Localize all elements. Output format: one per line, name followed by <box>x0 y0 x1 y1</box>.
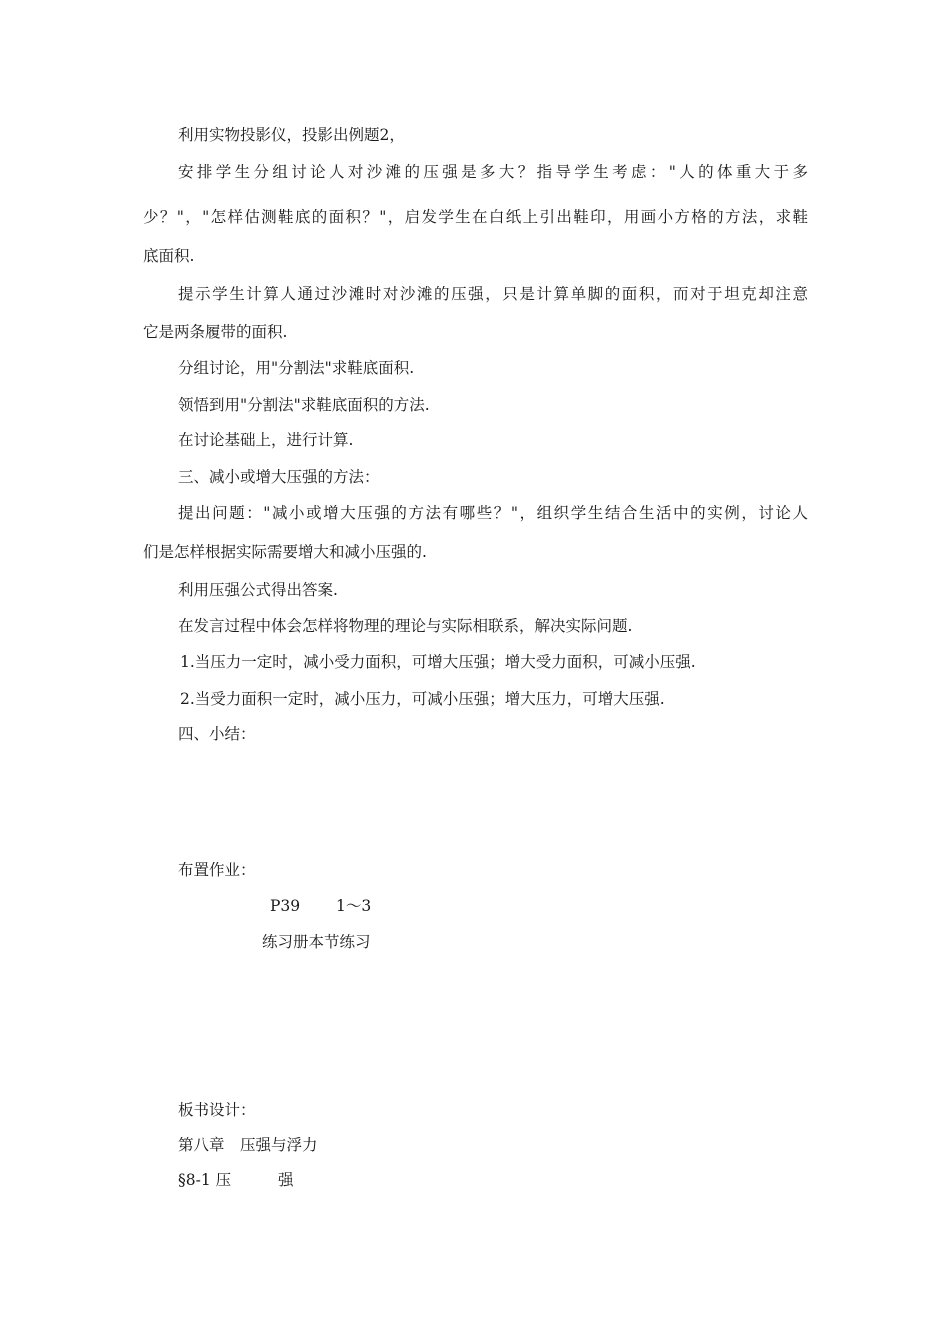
paragraph-formula: 利用压强公式得出答案. <box>178 581 338 599</box>
paragraph-question-line-2: 们是怎样根据实际需要增大和减小压强的. <box>143 543 427 561</box>
section-4-heading: 四、小结： <box>178 725 256 743</box>
paragraph-question-line-1: 提出问题："减小或增大压强的方法有哪些？"，组织学生结合生活中的实例，讨论人 <box>178 504 808 522</box>
paragraph-group-discussion: 分组讨论，用"分割法"求鞋底面积. <box>178 359 415 377</box>
homework-page: P39 <box>270 897 301 915</box>
paragraph-realize-method: 领悟到用"分割法"求鞋底面积的方法. <box>178 396 430 414</box>
board-chapter-title: 第八章 压强与浮力 <box>178 1136 318 1154</box>
section-3-heading: 三、减小或增大压强的方法： <box>178 468 380 486</box>
board-section-title-char: 强 <box>278 1171 294 1189</box>
homework-workbook: 练习册本节练习 <box>262 933 371 951</box>
paragraph-hint-line-1: 提示学生计算人通过沙滩时对沙滩的压强，只是计算单脚的面积，而对于坦克却注意 <box>178 285 808 303</box>
homework-range: 1～3 <box>336 897 372 915</box>
homework-label: 布置作业： <box>178 861 256 879</box>
paragraph-discuss-line-1: 安排学生分组讨论人对沙滩的压强是多大？指导学生考虑："人的体重大于多 <box>178 163 808 181</box>
list-item-2: 2.当受力面积一定时，减小压力，可减小压强；增大压力，可增大压强. <box>180 690 665 708</box>
paragraph-example-2: 利用实物投影仪，投影出例题2， <box>178 126 405 144</box>
paragraph-discuss-line-3: 底面积. <box>143 247 195 265</box>
list-item-1: 1.当压力一定时，减小受力面积，可增大压强；增大受力面积，可减小压强. <box>180 653 696 671</box>
paragraph-calculate: 在讨论基础上，进行计算. <box>178 431 354 449</box>
board-design-label: 板书设计： <box>178 1101 256 1119</box>
board-section-number: §8-1 压 <box>178 1171 232 1189</box>
paragraph-discuss-line-2: 少？"，"怎样估测鞋底的面积？"，启发学生在白纸上引出鞋印，用画小方格的方法，求鞋 <box>143 208 808 226</box>
paragraph-hint-line-2: 它是两条履带的面积. <box>143 323 288 341</box>
paragraph-speak: 在发言过程中体会怎样将物理的理论与实际相联系，解决实际问题. <box>178 617 633 635</box>
